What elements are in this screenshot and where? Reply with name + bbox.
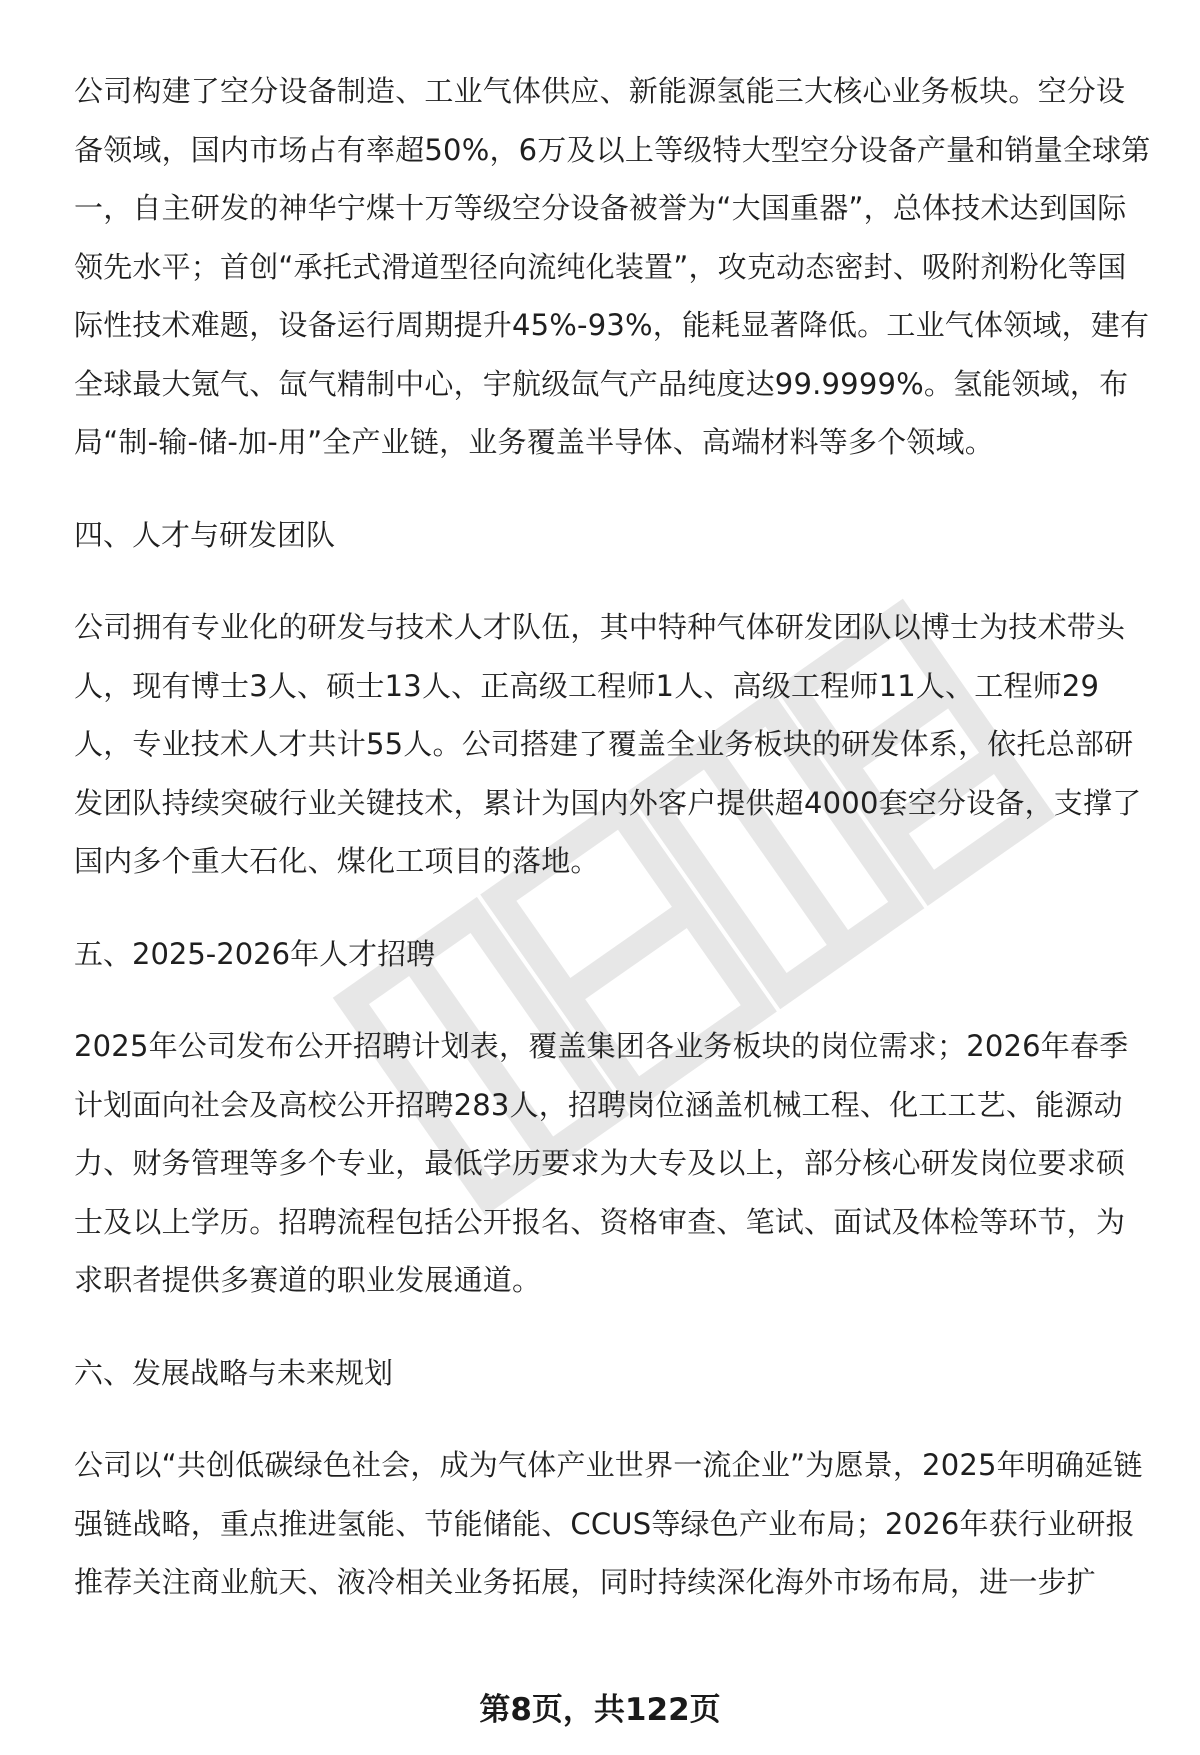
page-number-footer: 第8页，共122页 bbox=[479, 1692, 721, 1728]
paragraph-business-segments: 公司构建了空分设备制造、工业气体供应、新能源氢能三大核心业务板块。空分设备领域，国内市场占有率超50%，6万及以上等级特大型空分设备产量和销量全球第一，自主研发的神华宁煤十万等级空分设备被誉为“大国重器”，总体技术达到国际领先水平；首创“承托式滑道型径向流纯化装置”，攻克动态密封、吸附剂粉化等国际性技术难题，设备运行周期提升45%-93%，能耗显著降低。工业气体领域，建有全球最大氪气、氙气精制中心，宇航级氙气产品纯度达99.9999%。氢能领域，布局“制-输-储-加-用”全产业链，业务覆盖半导体、高端材料等多个领域。 bbox=[74, 74, 1151, 459]
paragraph-strategy: 公司以“共创低碳绿色社会，成为气体产业世界一流企业”为愿景，2025年明确延链强链战略，重点推进氢能、节能储能、CCUS等绿色产业布局；2026年获行业研报推荐关注商业航天、液冷相关业务拓展，同时持续深化海外市场布局，进一步扩 bbox=[74, 1448, 1143, 1599]
section-heading-strategy: 六、发展战略与未来规划 bbox=[74, 1355, 394, 1390]
document-body bbox=[74, 62, 1154, 1646]
section-heading-talent: 四、人才与研发团队 bbox=[74, 517, 336, 552]
paragraph-rd-team: 公司拥有专业化的研发与技术人才队伍，其中特种气体研发团队以博士为技术带头人，现有博士3人、硕士13人、正高级工程师1人、高级工程师11人、工程师29人，专业技术人才共计55人。公司搭建了覆盖全业务板块的研发体系，依托总部研发团队持续突破行业关键技术，累计为国内外客户提供超4000套空分设备，支撑了国内多个重大石化、煤化工项目的落地。 bbox=[74, 610, 1142, 878]
section-heading-recruitment: 五、2025-2026年人才招聘 bbox=[74, 936, 436, 971]
paragraph-recruitment: 2025年公司发布公开招聘计划表，覆盖集团各业务板块的岗位需求；2026年春季计划面向社会及高校公开招聘283人，招聘岗位涵盖机械工程、化工工艺、能源动力、财务管理等多个专业，最低学历要求为大专及以上，部分核心研发岗位要求硕士及以上学历。招聘流程包括公开报名、资格审查、笔试、面试及体检等环节，为求职者提供多赛道的职业发展通道。 bbox=[74, 1029, 1129, 1297]
